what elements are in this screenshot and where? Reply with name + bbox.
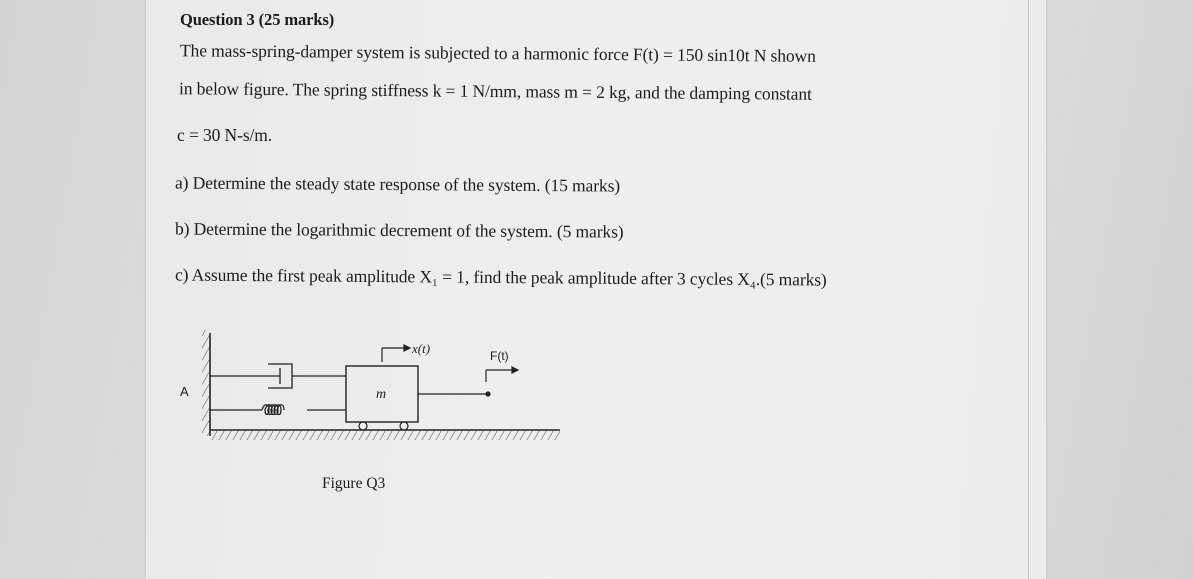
- part-b-text: b) Determine the logarithmic decrement of the system. (5 marks): [174, 218, 624, 242]
- damper: [210, 364, 346, 388]
- wheel-left: [359, 422, 367, 430]
- displacement-label: x(t): [412, 341, 431, 356]
- mass-spring-damper-figure: [170, 318, 570, 453]
- figure-caption: Figure Q3: [322, 475, 386, 492]
- question-intro-line-1: The mass-spring-damper system is subjected to a harmonic force F(t) = 150 sin10t N shown: [179, 40, 816, 66]
- question-intro-line-2: in below figure. The spring stiffness k = 1 N/mm, mass m = 2 kg, and the damping constant: [178, 78, 812, 104]
- force-label: F(t): [490, 349, 509, 363]
- question-heading: Question 3 (25 marks): [180, 10, 335, 29]
- part-c-text: c) Assume the first peak amplitude X₁ = 1, find the peak amplitude after 3 cycles X₄.(5 marks): [174, 264, 827, 290]
- displacement-arrow: [382, 345, 410, 362]
- spring: [210, 405, 346, 415]
- wall: [202, 330, 210, 436]
- wheel-right: [400, 422, 408, 430]
- sheet-edge: [1028, 0, 1029, 579]
- ground: [210, 430, 560, 440]
- mass-label: m: [376, 387, 387, 402]
- wall-label: A: [180, 384, 189, 399]
- force-arrow: [486, 367, 518, 382]
- question-intro-line-3: c = 30 N-s/m.: [177, 125, 273, 145]
- force-point: [485, 391, 490, 396]
- part-a-text: a) Determine the steady state response of the system. (15 marks): [174, 172, 621, 196]
